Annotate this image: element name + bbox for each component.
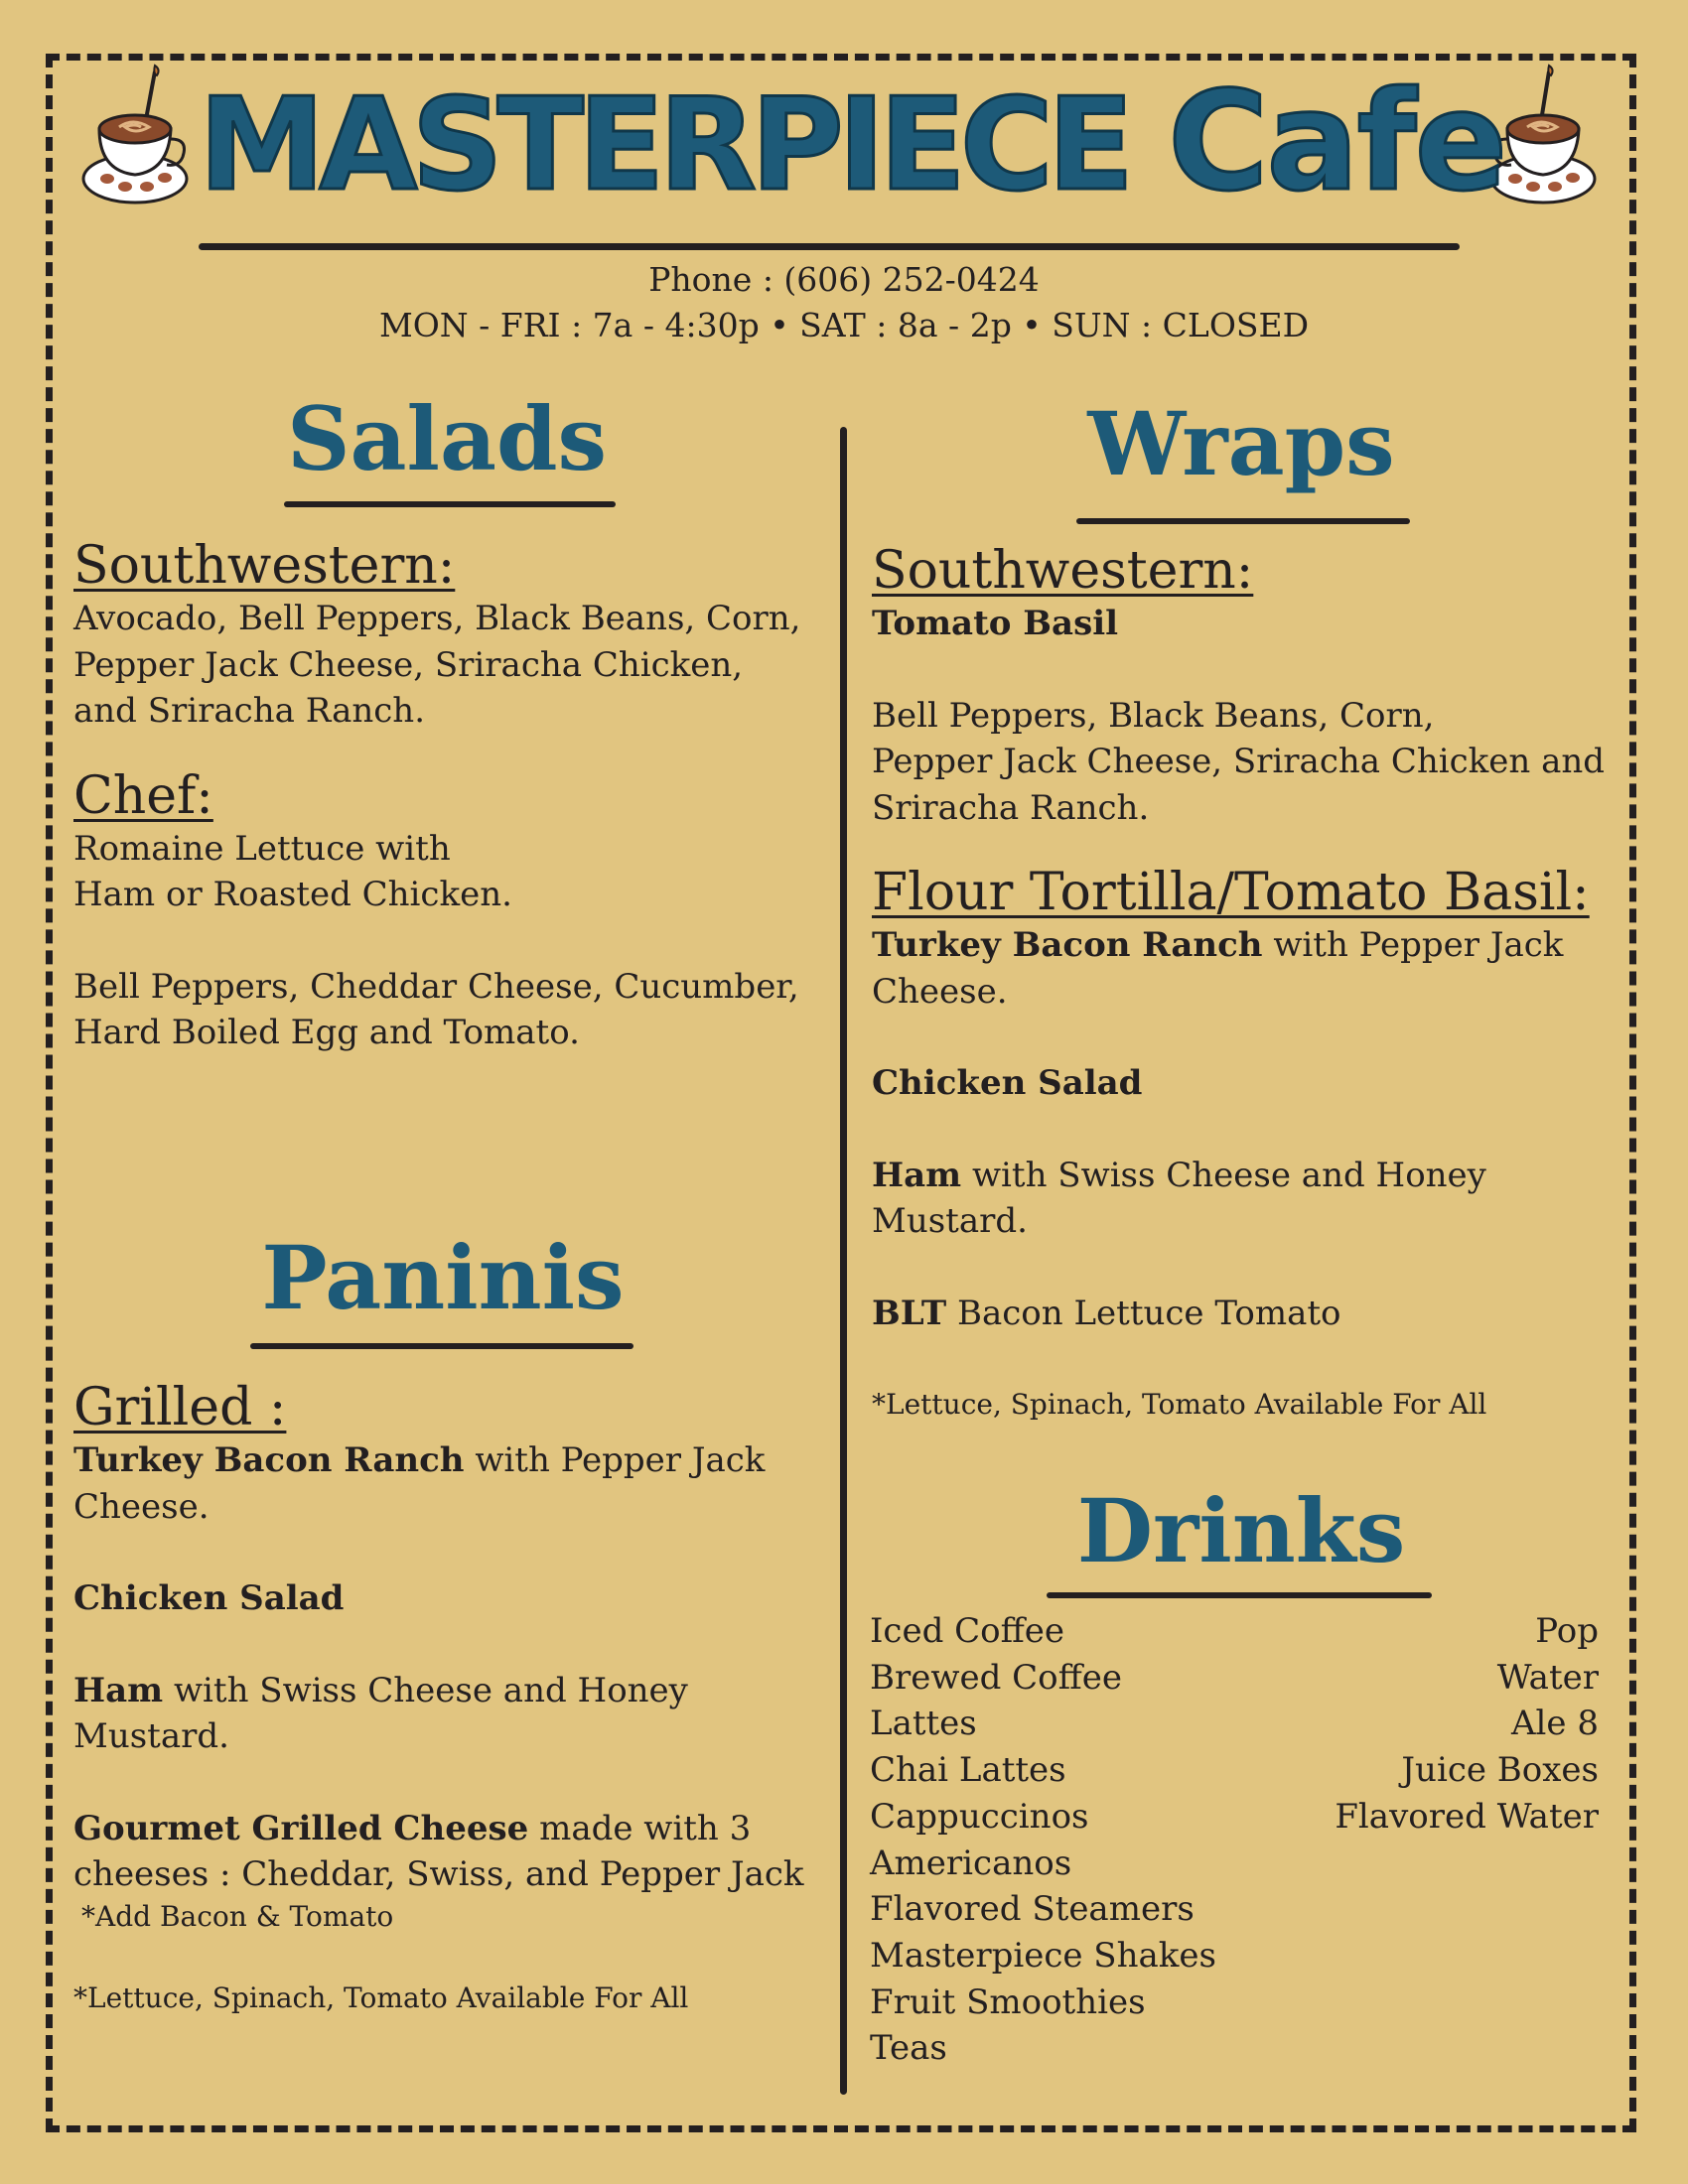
drink-item: Iced Coffee [870, 1611, 1065, 1651]
wrap-flour-tortilla-title: Flour Tortilla/Tomato Basil: [872, 863, 1590, 922]
business-hours: MON - FRI : 7a - 4:30p • SAT : 8a - 2p • SUN : CLOSED [378, 306, 1310, 344]
drinks-underline [1047, 1592, 1432, 1598]
panini-item-desc-line: Cheese. [73, 1486, 210, 1527]
panini-footnote: *Lettuce, Spinach, Tomato Available For All [73, 1980, 689, 2014]
wraps-underline [1076, 518, 1410, 524]
panini-grilled-title: Grilled : [73, 1378, 287, 1437]
salad-chef-desc-line: Romaine Lettuce with [73, 828, 451, 869]
wrap-item-desc: Bacon Lettuce Tomato [946, 1293, 1341, 1333]
title-word-cafe: Cafe [1168, 62, 1506, 221]
cafe-title [199, 62, 1506, 221]
panini-item [73, 1437, 828, 1484]
drink-item: Flavored Steamers [870, 1889, 1195, 1930]
drink-item: Juice Boxes [1401, 1750, 1599, 1791]
salad-southwestern-desc-line: and Sriracha Ranch. [73, 691, 425, 731]
wrap-item-desc-line: Mustard. [872, 1201, 1028, 1241]
panini-item-desc: made with 3 [528, 1808, 752, 1848]
drink-item: Teas [870, 2028, 947, 2069]
wrap-item-desc: with Pepper Jack [1262, 925, 1564, 965]
salad-southwestern-desc-line: Avocado, Bell Peppers, Black Beans, Corn, [73, 599, 801, 638]
drink-item: Fruit Smoothies [870, 1981, 1146, 2022]
panini-item-name: Gourmet Grilled Cheese [73, 1808, 529, 1848]
salads-heading: Salads [286, 387, 608, 490]
panini-add-note: *Add Bacon & Tomato [81, 1899, 394, 1933]
coffee-cup-icon [77, 62, 197, 210]
salad-southwestern-title: Southwestern: [73, 536, 456, 596]
drink-item: Ale 8 [1511, 1704, 1599, 1744]
panini-item [73, 1668, 828, 1714]
salad-chef-desc-line: Bell Peppers, Cheddar Cheese, Cucumber, [73, 966, 799, 1007]
salad-chef-title: Chef: [73, 765, 213, 826]
drink-item: Masterpiece Shakes [870, 1935, 1216, 1976]
salad-southwestern-desc-line: Pepper Jack Cheese, Sriracha Chicken, [73, 644, 744, 685]
title-word-masterpiece: MASTERPIECE [199, 71, 1129, 219]
drink-item: Americanos [870, 1843, 1072, 1883]
drinks-list-cold [1335, 1608, 1599, 1841]
drinks-heading: Drinks [1076, 1479, 1406, 1582]
paninis-heading: Paninis [261, 1226, 625, 1329]
drink-item: Water [1496, 1657, 1599, 1698]
panini-item-name: Turkey Bacon Ranch [73, 1440, 465, 1480]
panini-item [73, 1806, 828, 1852]
column-divider [840, 427, 847, 2095]
paninis-section [73, 1378, 828, 2021]
wrap-southwestern-desc-line: Bell Peppers, Black Beans, Corn, [872, 695, 1435, 736]
drinks-list-coffee [870, 1608, 1216, 2072]
drink-item: Flavored Water [1335, 1796, 1599, 1837]
wrap-item [872, 1291, 1646, 1337]
drink-item: Brewed Coffee [870, 1657, 1123, 1698]
wrap-footnote: *Lettuce, Spinach, Tomato Available For All [872, 1388, 1487, 1421]
drink-item: Cappuccinos [870, 1796, 1089, 1837]
wrap-southwestern-desc-line: Pepper Jack Cheese, Sriracha Chicken and [872, 742, 1606, 781]
wraps-section [872, 541, 1646, 1429]
title-underline [199, 243, 1460, 250]
wrap-item-name: Turkey Bacon Ranch [872, 925, 1263, 965]
wrap-item [872, 1153, 1646, 1199]
panini-item-desc: with Pepper Jack [464, 1440, 766, 1480]
salad-chef-desc-line: Hard Boiled Egg and Tomato. [73, 1013, 580, 1052]
drink-item: Pop [1535, 1611, 1599, 1651]
paninis-underline [250, 1343, 633, 1349]
wrap-item-desc-line: Cheese. [872, 971, 1008, 1012]
panini-item-desc: with Swiss Cheese and Honey [163, 1670, 688, 1710]
wrap-southwestern-desc-line: Sriracha Ranch. [872, 787, 1150, 828]
panini-item-desc-line: cheeses : Cheddar, Swiss, and Pepper Jack [73, 1854, 804, 1894]
salads-section [73, 536, 828, 1056]
wrap-item-desc: with Swiss Cheese and Honey [961, 1155, 1486, 1195]
drink-item: Lattes [870, 1704, 977, 1744]
phone-number: Phone : (606) 252-0424 [648, 260, 1040, 299]
salads-underline [284, 501, 616, 507]
wrap-item-name: Ham [872, 1155, 962, 1195]
panini-item-name: Ham [73, 1670, 164, 1710]
wrap-item [872, 922, 1646, 969]
panini-item-name: Chicken Salad [73, 1578, 345, 1618]
drink-item: Chai Lattes [870, 1750, 1066, 1791]
salad-chef-desc-line: Ham or Roasted Chicken. [73, 875, 512, 914]
panini-item-desc-line: Mustard. [73, 1716, 229, 1756]
wrap-southwestern-tortilla: Tomato Basil [872, 604, 1119, 643]
wraps-heading: Wraps [1087, 392, 1395, 495]
wrap-item-name: Chicken Salad [872, 1063, 1143, 1103]
wrap-southwestern-title: Southwestern: [872, 541, 1254, 601]
wrap-item-name: BLT [872, 1293, 947, 1333]
